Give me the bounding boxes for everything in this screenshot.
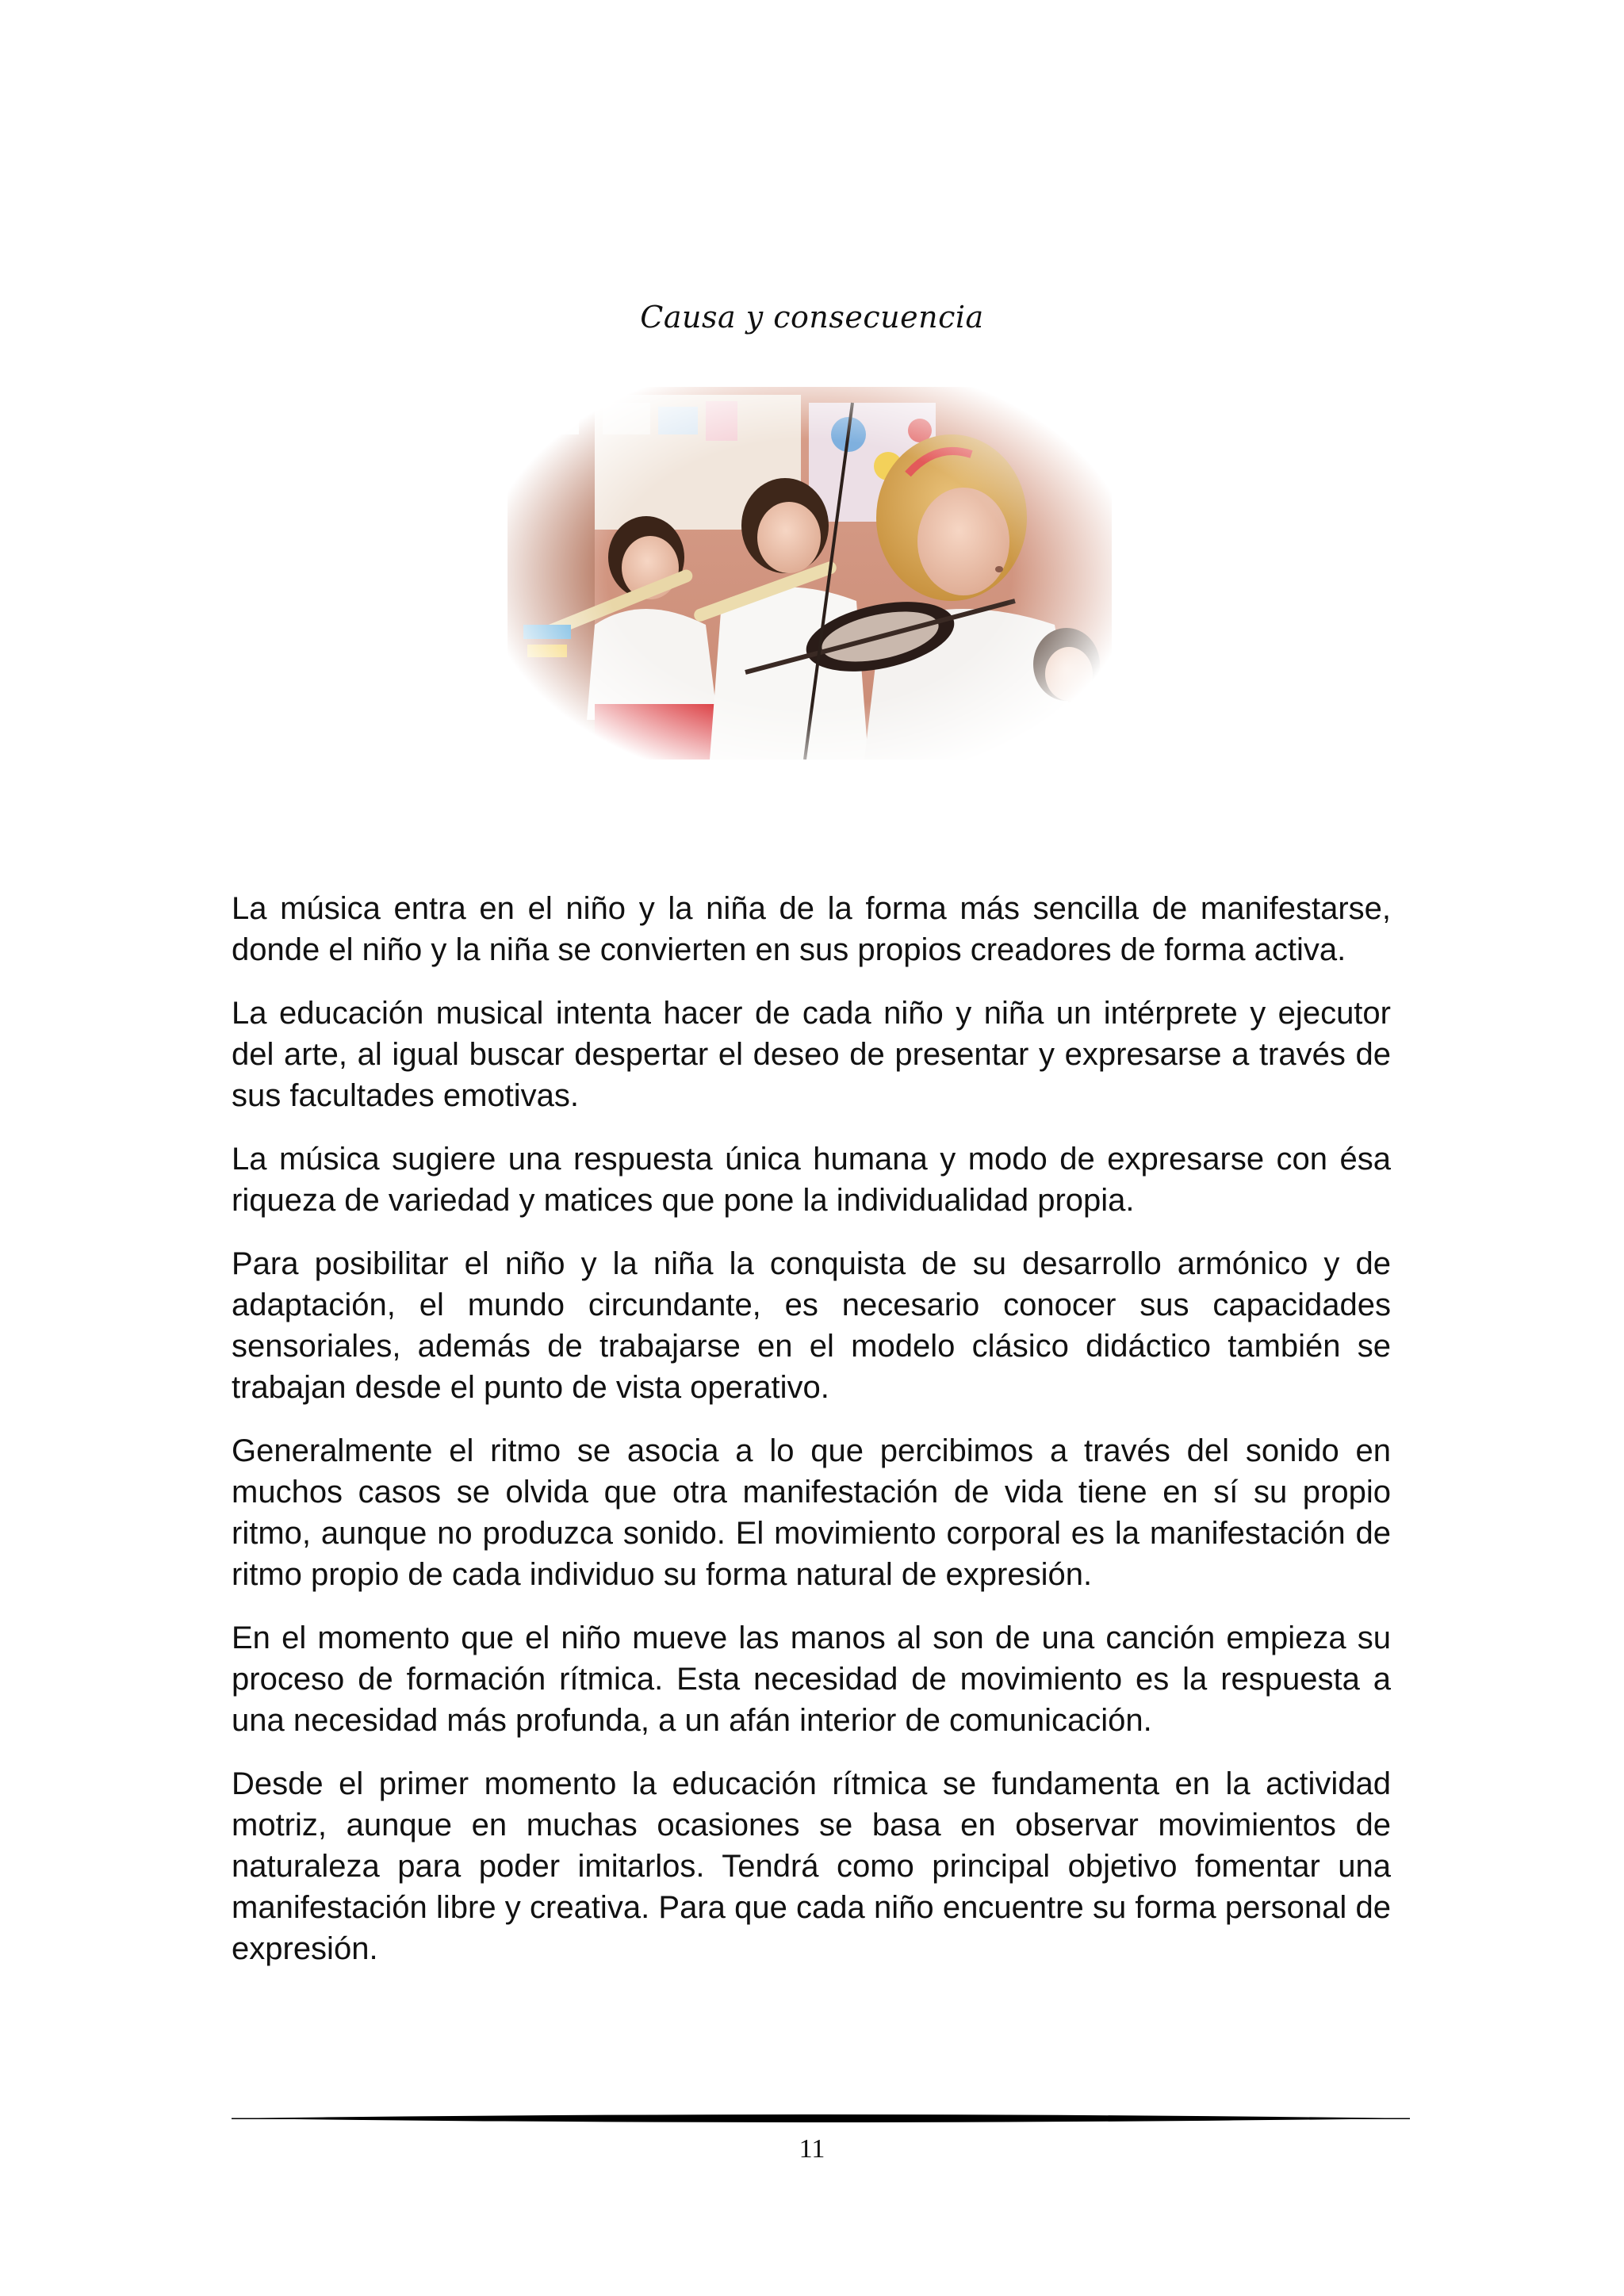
- paragraph-7: Desde el primer momento la educación rítmica se fundamenta en la actividad motriz, aunque en muchas ocasiones se basa en observar movimientos de naturaleza para poder imitarlos. Tendrá como principal objetivo fomentar una manifestación libre y creativa. Para que cada niño encuentre su forma personal de expresión.: [232, 1766, 1391, 1966]
- paragraph-6: En el momento que el niño mueve las manos al son de una canción empieza su proceso de formación rítmica. Esta necesidad de movimiento es la respuesta a una necesidad más profunda, a un afán interior de comunicación.: [232, 1621, 1391, 1738]
- paragraph-2: La educación musical intenta hacer de cada niño y niña un intérprete y ejecutor del arte, al igual buscar despertar el deseo de presentar y expresarse a través de sus facultades emotivas.: [232, 996, 1391, 1113]
- page-title: Causa y consecuencia: [640, 300, 984, 335]
- paragraph-1: La música entra en el niño y la niña de la forma más sencilla de manifestarse, donde el niño y la niña se convierten en sus propios creadores de forma activa.: [232, 891, 1391, 967]
- body-text: [232, 888, 1391, 1992]
- page-number: 11: [799, 2134, 825, 2164]
- photo-children-playing-instruments: [508, 387, 1112, 760]
- paragraph-5: Generalmente el ritmo se asocia a lo que percibimos a través del sonido en muchos casos se olvida que otra manifestación de vida tiene en sí su propio ritmo, aunque no produzca sonido. El movimiento corporal es la manifestación de ritmo propio de cada individuo su forma natural de expresión.: [232, 1433, 1391, 1592]
- paragraph-3: La música sugiere una respuesta única humana y modo de expresarse con ésa riqueza de variedad y matices que pone la individualidad propia.: [232, 1142, 1391, 1218]
- paragraph-4: Para posibilitar el niño y la niña la conquista de su desarrollo armónico y de adaptación, el mundo circundante, es necesario conocer sus capacidades sensoriales, además de trabajarse en el modelo clásico didáctico también se trabajan desde el punto de vista operativo.: [232, 1246, 1391, 1405]
- footer-divider: [232, 2112, 1410, 2125]
